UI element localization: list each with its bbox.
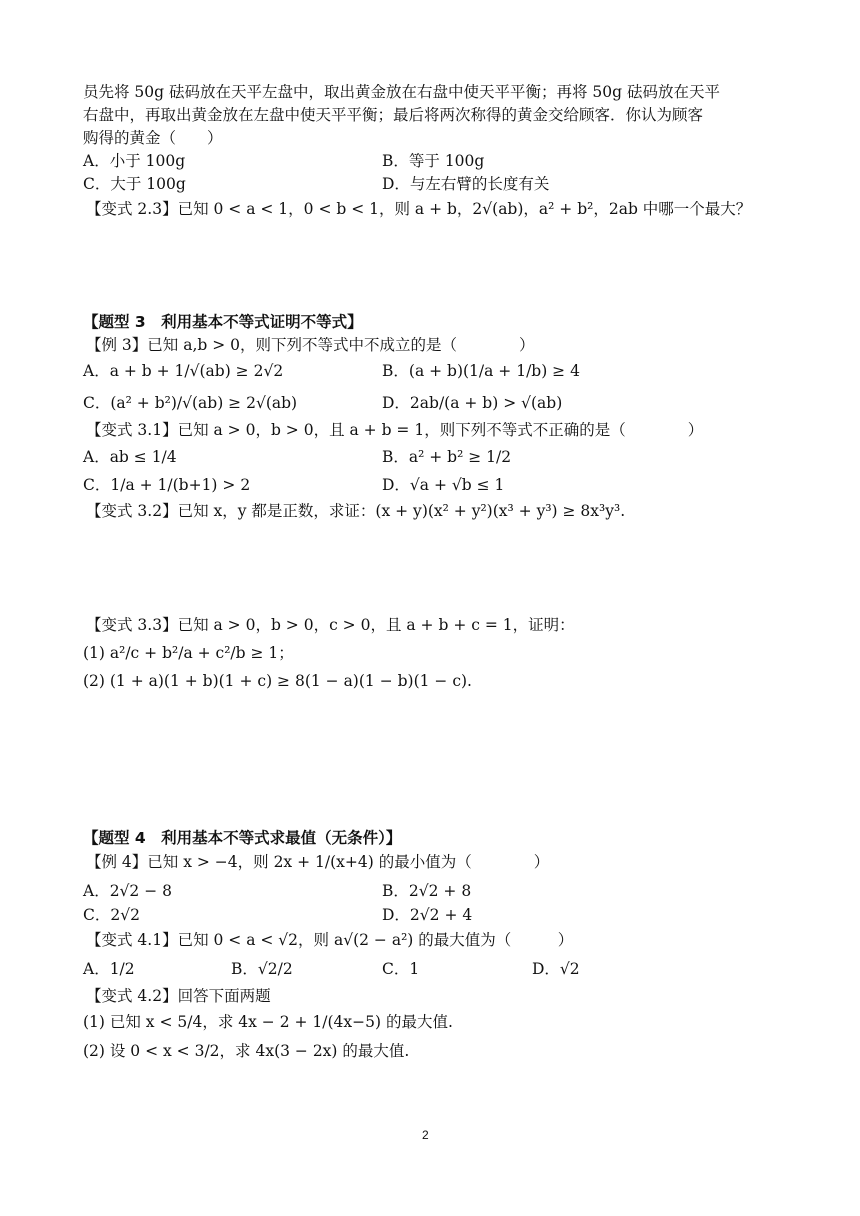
variant-3-2: 【变式 3.2】已知 x，y 都是正数，求证：(x + y)(x² + y²)(x³ + y³) ≥ 8x³y³. [86,502,626,520]
problem-text-line: 员先将 50g 砝码放在天平左盘中，取出黄金放在右盘中使天平平衡；再将 50g 砝码放在天平 [83,83,721,101]
option-d: D．2ab/(a + b) > √(ab) [382,394,563,412]
variant-2-3: 【变式 2.3】已知 0 < a < 1，0 < b < 1，则 a + b，2√(ab)，a² + b²，2ab 中哪一个最大？ [86,200,752,218]
option-a: A．a + b + 1/√(ab) ≥ 2√2 [83,362,284,380]
option-c: C．大于 100g [83,175,186,193]
problem-text-line: 购得的黄金（ ） [83,129,223,147]
option-d: D．与左右臂的长度有关 [382,175,550,193]
option-a: A．1/2 [83,960,135,978]
option-a: A．ab ≤ 1/4 [83,448,177,466]
sub-question-1: (1) 已知 x < 5/4，求 4x − 2 + 1/(4x−5) 的最大值. [83,1013,453,1031]
option-c: C．(a² + b²)/√(ab) ≥ 2√(ab) [83,394,298,412]
option-c: C．1 [382,960,420,978]
option-b: B．(a + b)(1/a + 1/b) ≥ 4 [382,362,580,380]
example-4: 【例 4】已知 x > −4，则 2x + 1/(x+4) 的最小值为（ ） [86,853,550,871]
example-3: 【例 3】已知 a,b > 0，则下列不等式中不成立的是（ ） [86,336,535,354]
section-heading-4: 【题型 4 利用基本不等式求最值（无条件）】 [83,829,402,847]
variant-4-2: 【变式 4.2】回答下面两题 [86,987,271,1005]
option-b: B．a² + b² ≥ 1/2 [382,448,512,466]
option-c: C．1/a + 1/(b+1) > 2 [83,476,251,494]
option-d: D．2√2 + 4 [382,906,473,924]
option-a: A．小于 100g [83,152,186,170]
sub-question-2: (2) (1 + a)(1 + b)(1 + c) ≥ 8(1 − a)(1 − b)(1 − c). [83,672,472,690]
page-number: 2 [422,1128,429,1142]
variant-3-3: 【变式 3.3】已知 a > 0，b > 0，c > 0，且 a + b + c = 1，证明： [86,616,575,634]
option-b: B．等于 100g [382,152,485,170]
problem-text-line: 右盘中，再取出黄金放在左盘中使天平平衡；最后将两次称得的黄金交给顾客．你认为顾客 [83,106,704,124]
option-d: D．√a + √b ≤ 1 [382,476,505,494]
sub-question-2: (2) 设 0 < x < 3/2，求 4x(3 − 2x) 的最大值. [83,1042,410,1060]
option-d: D．√2 [532,960,580,978]
option-c: C．2√2 [83,906,140,924]
option-a: A．2√2 − 8 [83,882,172,900]
variant-3-1: 【变式 3.1】已知 a > 0，b > 0，且 a + b = 1，则下列不等式不正确的是（ ） [86,421,704,439]
option-b: B．2√2 + 8 [382,882,472,900]
option-b: B．√2/2 [231,960,293,978]
variant-4-1: 【变式 4.1】已知 0 < a < √2，则 a√(2 − a²) 的最大值为（ ） [86,931,574,949]
sub-question-1: (1) a²/c + b²/a + c²/b ≥ 1； [83,644,294,662]
section-heading-3: 【题型 3 利用基本不等式证明不等式】 [83,313,363,331]
